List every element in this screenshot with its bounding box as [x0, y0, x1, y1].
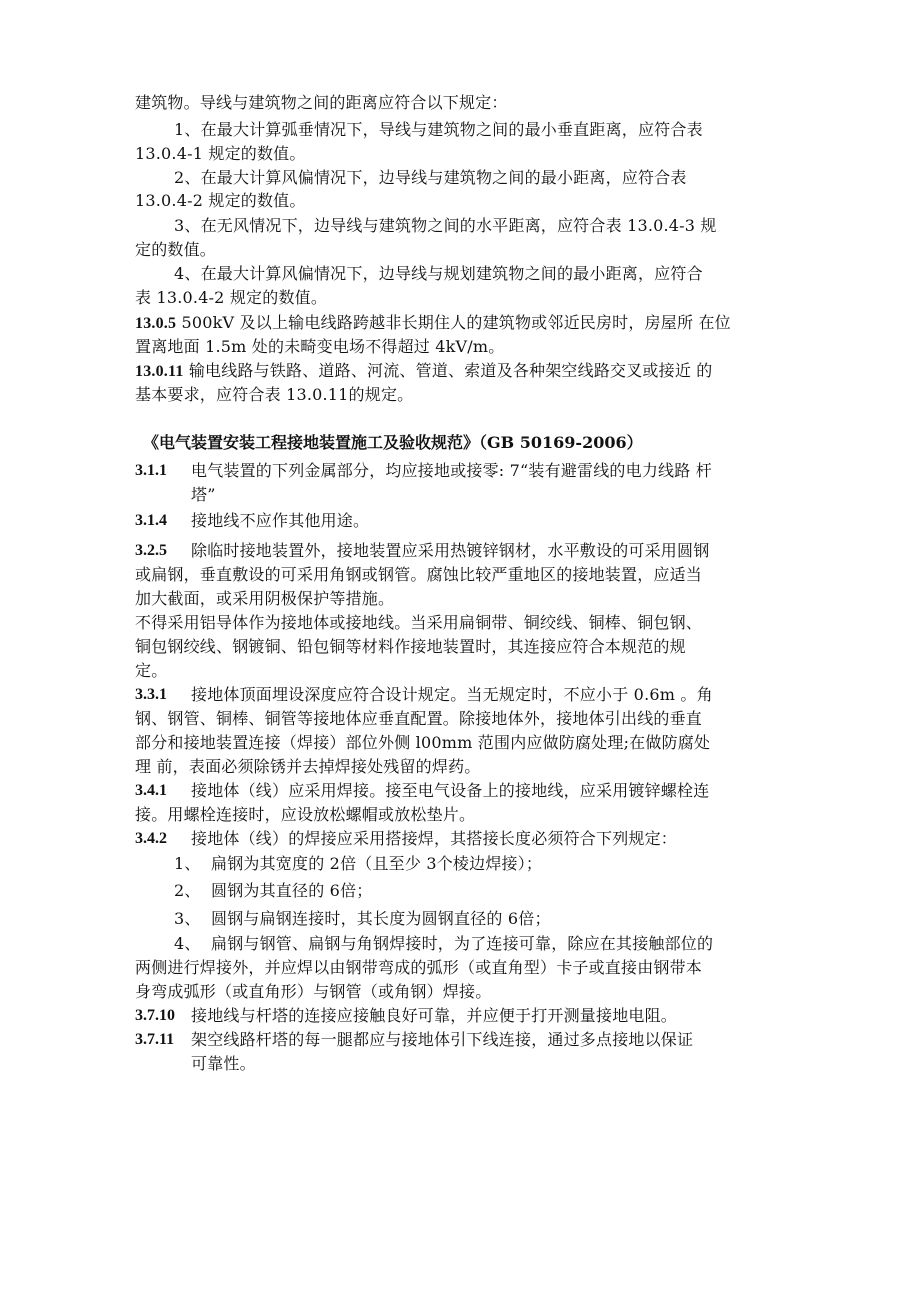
clause-3-4-1-line-2: 接。用螺栓连接时，应设放松螺帽或放松垫片。 — [135, 805, 476, 824]
clause-3-4-2-item-4-number: 4、 — [174, 934, 201, 953]
list-item-4-line-1: 4、在最大计算风偏情况下，边导线与规划建筑物之间的最小距离，应符合 — [174, 264, 703, 283]
clause-3-2-5-line-4: 不得采用铝导体作为接地体或接地线。当采用扁铜带、铜绞线、铜棒、铜包钢、 — [135, 613, 703, 632]
list-item-2-line-1: 2、在最大计算风偏情况下，边导线与建筑物之间的最小距离，应符合表 — [174, 168, 687, 187]
clause-3-4-2-item-1: 扁钢为其宽度的 2倍（且至少 3个棱边焊接）； — [211, 854, 543, 873]
clause-3-7-10-line-1: 接地线与杆塔的连接应接触良好可靠，并应便于打开测量接地电阻。 — [191, 1006, 678, 1025]
list-item-3-line-2: 定的数值。 — [135, 240, 217, 259]
clause-3-4-2-item-2: 圆钢为其直径的 6倍； — [211, 881, 373, 900]
clause-3-4-2-item-4-line-1: 扁钢与钢管、扁钢与角钢焊接时，为了连接可靠，除应在其接触部位的 — [211, 934, 714, 953]
clause-3-4-2-item-1-number: 1、 — [174, 854, 201, 873]
clause-3-2-5-line-3: 加大截面，或采用阴极保护等措施。 — [135, 589, 395, 608]
clause-3-4-2-item-2-number: 2、 — [174, 881, 201, 900]
paragraph-intro-tail: 建筑物。导线与建筑物之间的距离应符合以下规定： — [135, 93, 508, 112]
clause-3-1-4-line-1: 接地线不应作其他用途。 — [191, 511, 370, 530]
clause-3-3-1-line-4: 理 前，表面必须除锈并去掉焊接处残留的焊药。 — [135, 757, 481, 776]
clause-3-4-2-line-1: 接地体（线）的焊接应采用搭接焊，其搭接长度必须符合下列规定： — [191, 829, 678, 848]
clause-13-0-11-line-1 — [135, 360, 713, 383]
clause-13-0-5-number: 13.0.5 — [135, 315, 177, 332]
clause-3-4-2-item-3-number: 3、 — [174, 909, 201, 928]
list-item-1-line-1: 1、在最大计算弧垂情况下，导线与建筑物之间的最小垂直距离，应符合表 — [174, 120, 703, 139]
clause-3-4-2-item-3: 圆钢与扁钢连接时，其长度为圆钢直径的 6倍； — [211, 909, 551, 928]
clause-3-2-5-line-1: 除临时接地装置外，接地装置应采用热镀锌钢材，水平敷设的可采用圆钢 — [191, 541, 710, 560]
clause-3-7-10-number: 3.7.10 — [135, 1007, 175, 1024]
clause-3-2-5-line-2: 或扁钢，垂直敷设的可采用角钢或钢管。腐蚀比较严重地区的接地装置，应适当 — [135, 565, 703, 584]
clause-3-7-11-number: 3.7.11 — [135, 1031, 175, 1048]
clause-3-4-2-item-4-line-3: 身弯成弧形（或直角形）与钢管（或角钢）焊接。 — [135, 982, 492, 1001]
clause-3-7-11-line-1: 架空线路杆塔的每一腿都应与接地体引下线连接，通过多点接地以保证 — [191, 1030, 694, 1049]
clause-3-1-4-number: 3.1.4 — [135, 512, 167, 529]
clause-13-0-11-text: 输电线路与铁路、道路、河流、管道、索道及各种架空线路交叉或接近 的 — [183, 361, 713, 380]
clause-13-0-11-number: 13.0.11 — [135, 363, 184, 380]
clause-3-4-1-number: 3.4.1 — [135, 782, 167, 799]
clause-3-3-1-line-1: 接地体顶面埋设深度应符合设计规定。当无规定时，不应小于 0.6m 。角 — [191, 685, 713, 704]
clause-3-4-2-number: 3.4.2 — [135, 830, 167, 847]
clause-13-0-5-line-1 — [135, 312, 731, 335]
list-item-2-line-2: 13.0.4-2 规定的数值。 — [135, 191, 306, 210]
clause-3-1-1-number: 3.1.1 — [135, 462, 167, 479]
clause-13-0-5-line-2: 置离地面 1.5m 处的未畸变电场不得超过 4kV/m。 — [135, 337, 505, 356]
clause-13-0-11-line-2: 基本要求，应符合表 13.0.11的规定。 — [135, 385, 414, 404]
clause-3-4-2-item-4-line-2: 两侧进行焊接外，并应焊以由钢带弯成的弧形（或直角型）卡子或直接由钢带本 — [135, 958, 703, 977]
clause-3-7-11-line-2: 可靠性。 — [191, 1054, 256, 1073]
clause-3-3-1-number: 3.3.1 — [135, 686, 167, 703]
clause-3-3-1-line-3: 部分和接地装置连接（焊接）部位外侧 l00mm 范围内应做防腐处理;在做防腐处 — [135, 733, 711, 752]
clause-3-3-1-line-2: 钢、钢管、铜棒、铜管等接地体应垂直配置。除接地体外，接地体引出线的垂直 — [135, 709, 703, 728]
clause-13-0-5-text: 500kV 及以上输电线路跨越非长期住人的建筑物或邻近民房时，房屋所 在位 — [176, 313, 731, 332]
list-item-4-line-2: 表 13.0.4-2 规定的数值。 — [135, 288, 328, 307]
clause-3-1-1-line-2: 塔” — [191, 485, 216, 504]
clause-3-1-1-line-1: 电气装置的下列金属部分，均应接地或接零: 7“装有避雷线的电力线路 杆 — [191, 461, 712, 480]
list-item-1-line-2: 13.0.4-1 规定的数值。 — [135, 144, 306, 163]
clause-3-2-5-line-6: 定。 — [135, 661, 168, 680]
clause-3-4-1-line-1: 接地体（线）应采用焊接。接至电气设备上的接地线，应采用镀锌螺栓连 — [191, 781, 710, 800]
section-heading: 《电气装置安装工程接地装置施工及验收规范》（GB 50169-2006） — [143, 433, 643, 452]
clause-3-2-5-number: 3.2.5 — [135, 542, 167, 559]
clause-3-2-5-line-5: 铜包钢绞线、钢镀铜、铅包铜等材料作接地装置时，其连接应符合本规范的规 — [135, 637, 686, 656]
list-item-3-line-1: 3、在无风情况下，边导线与建筑物之间的水平距离，应符合表 13.0.4-3 规 — [174, 216, 717, 235]
